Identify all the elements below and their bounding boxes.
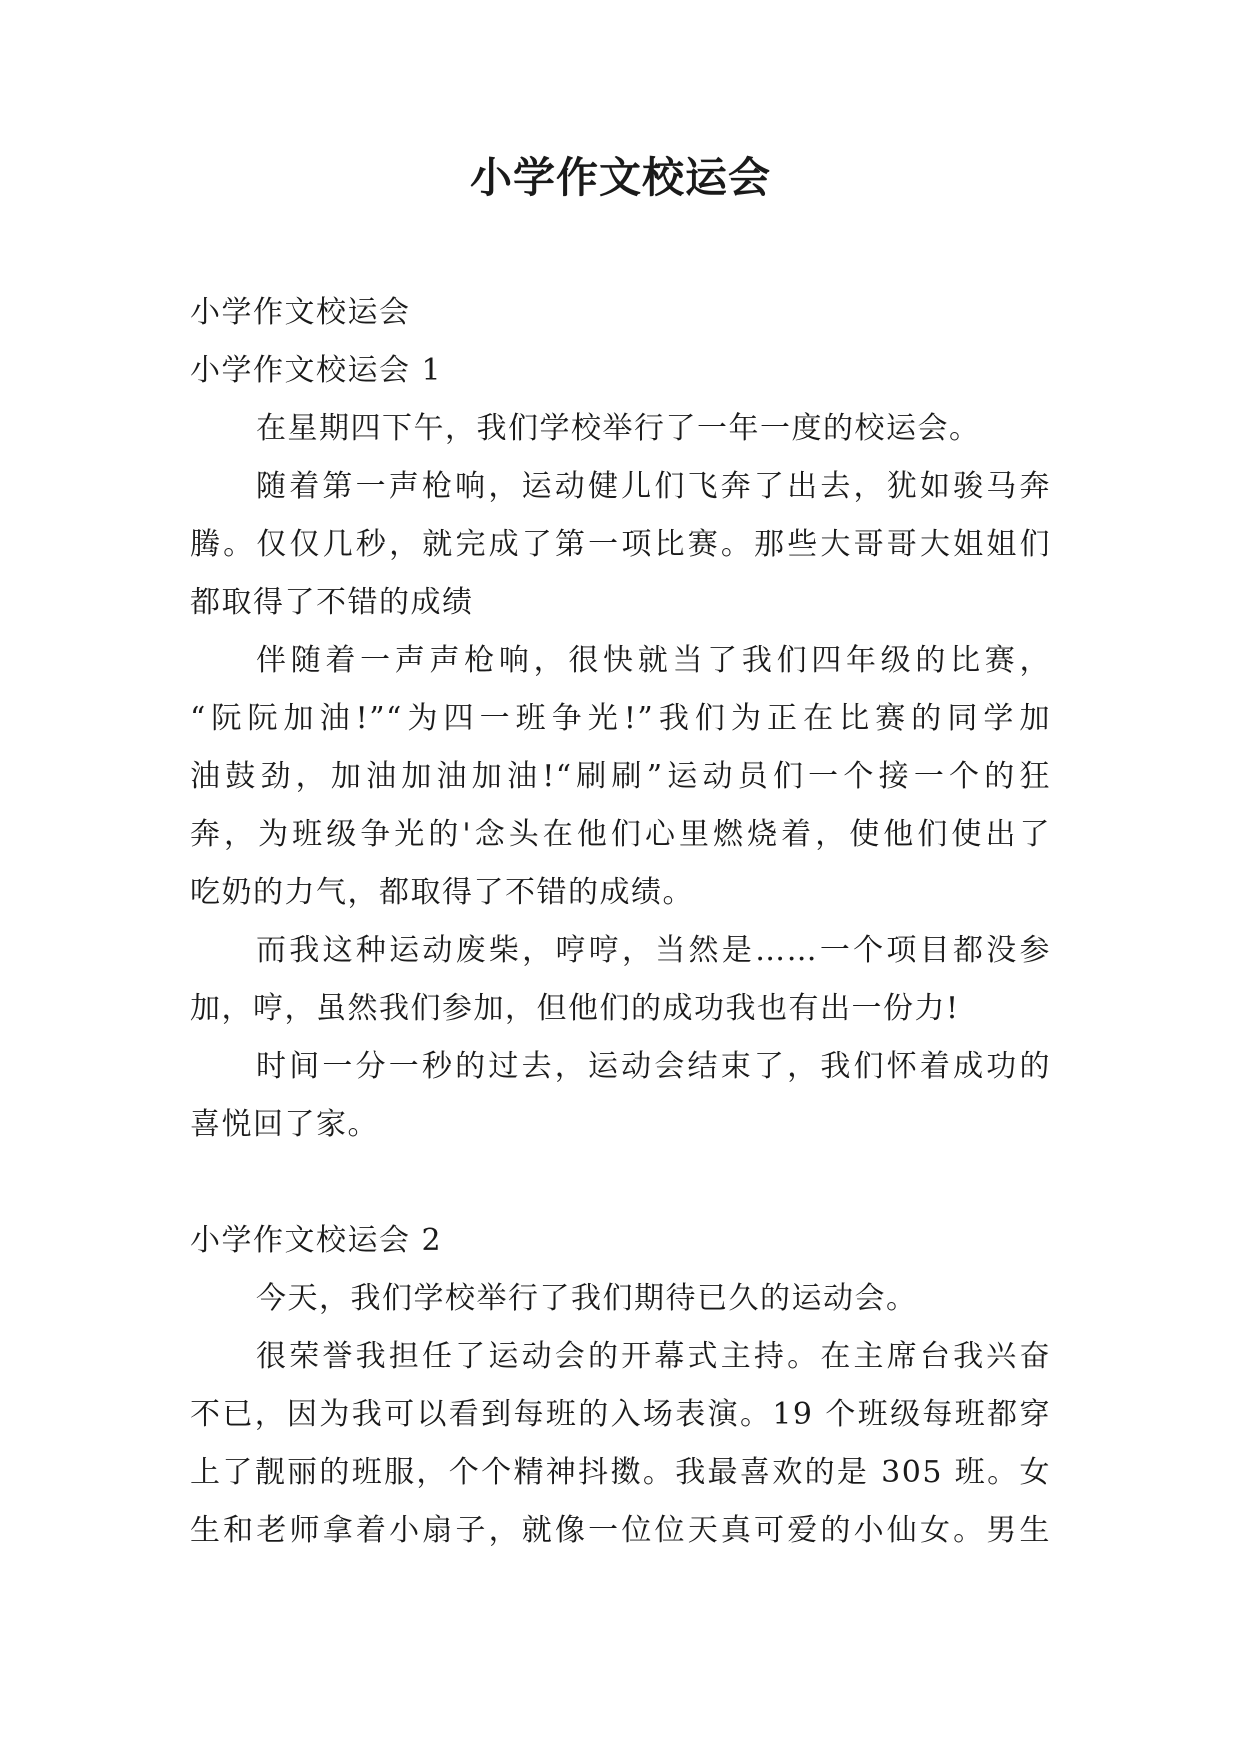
document-title: 小学作文校运会 (469, 153, 771, 202)
section-spacer (190, 1154, 1051, 1212)
paragraph-line: “阮阮加油!”“为四一班争光!”我们为正在比赛的同学加 (190, 701, 1051, 736)
main-heading: 小学作文校运会 (190, 295, 411, 330)
section-1-paragraph-5 (190, 1038, 1051, 1154)
paragraph-line: 上了靓丽的班服，个个精神抖擞。我最喜欢的是 305 班。女 (190, 1455, 1051, 1490)
paragraph-line: 很荣誉我担任了运动会的开幕式主持。在主席台我兴奋 (256, 1339, 1051, 1374)
section-2-paragraph-1 (190, 1270, 1051, 1328)
section-2-heading: 小学作文校运会 2 (190, 1223, 443, 1258)
paragraph-line: 随着第一声枪响，运动健儿们飞奔了出去，犹如骏马奔 (256, 469, 1051, 504)
paragraph-line: 奔，为班级争光的'念头在他们心里燃烧着，使他们使出了 (190, 817, 1051, 852)
section-1-paragraph-4 (190, 922, 1051, 1038)
section-1-heading: 小学作文校运会 1 (190, 353, 443, 388)
paragraph-line: 今天，我们学校举行了我们期待已久的运动会。 (256, 1281, 918, 1316)
section-1-paragraph-1 (190, 400, 1051, 458)
paragraph-line: 伴随着一声声枪响，很快就当了我们四年级的比赛， (256, 643, 1051, 678)
paragraph-line: 腾。仅仅几秒，就完成了第一项比赛。那些大哥哥大姐姐们 (190, 527, 1051, 562)
section-2-paragraph-2 (190, 1328, 1051, 1560)
paragraph-line: 在星期四下午，我们学校举行了一年一度的校运会。 (256, 411, 981, 446)
paragraph-line: 油鼓劲，加油加油加油!“刷刷”运动员们一个接一个的狂 (190, 759, 1051, 794)
paragraph-line: 加，哼，虽然我们参加，但他们的成功我也有出一份力! (190, 991, 960, 1026)
paragraph-line: 都取得了不错的成绩 (190, 585, 474, 620)
section-1-paragraph-2 (190, 458, 1051, 632)
paragraph-line: 不已，因为我可以看到每班的入场表演。19 个班级每班都穿 (190, 1397, 1051, 1432)
section-1-paragraph-3 (190, 632, 1051, 922)
paragraph-line: 吃奶的力气，都取得了不错的成绩。 (190, 875, 694, 910)
document-body (190, 284, 1051, 1560)
paragraph-line: 喜悦回了家。 (190, 1107, 379, 1142)
paragraph-line: 而我这种运动废柴，哼哼，当然是……一个项目都没参 (256, 933, 1051, 968)
paragraph-line: 生和老师拿着小扇子，就像一位位天真可爱的小仙女。男生 (190, 1513, 1051, 1548)
paragraph-line: 时间一分一秒的过去，运动会结束了，我们怀着成功的 (256, 1049, 1051, 1084)
